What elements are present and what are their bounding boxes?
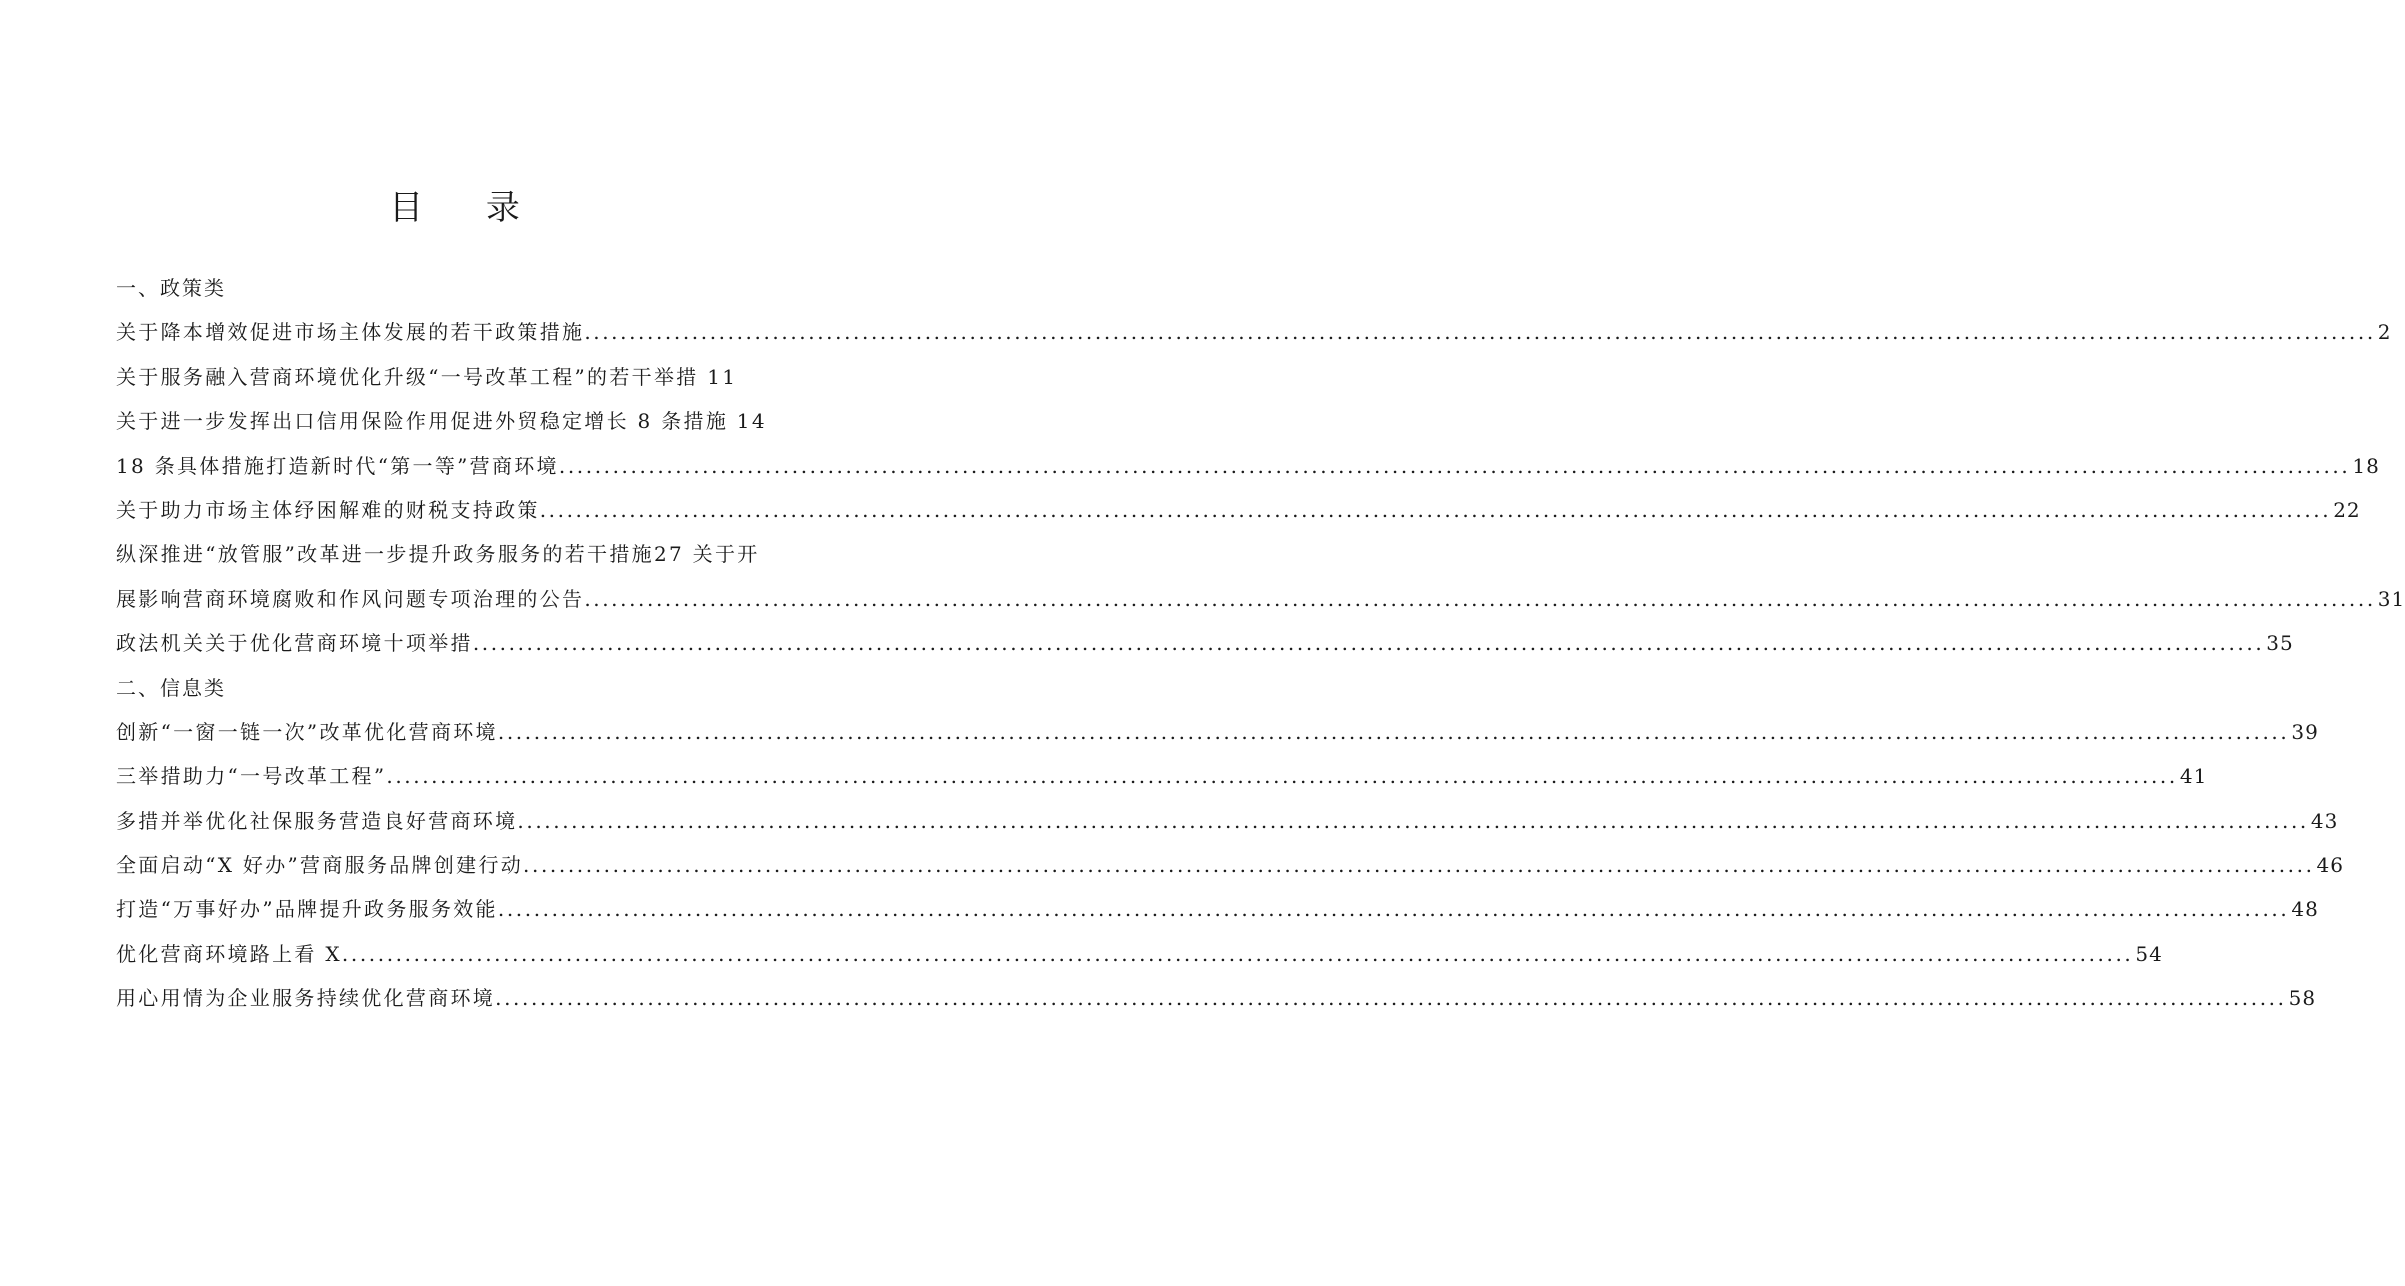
toc-entry-title: 18 条具体措施打造新时代“第一等”营商环境	[116, 453, 559, 478]
toc-entry-title: 关于进一步发挥出口信用保险作用促进外贸稳定增长 8 条措施 14	[116, 409, 767, 434]
page-title: 目 录	[389, 188, 546, 228]
toc-entry-title: 纵深推进“放管服”改革进一步提升政务服务的若干措施27 关于开	[116, 542, 760, 567]
toc-entry-plain	[116, 537, 816, 581]
toc-entry	[116, 937, 2163, 981]
toc-entry	[116, 759, 2208, 803]
toc-page-number: 31	[2377, 586, 2405, 611]
toc-page-number: 22	[2333, 497, 2361, 522]
toc-entry	[116, 582, 2405, 626]
toc-entry-plain	[116, 360, 816, 404]
toc-entry-title: 关于降本增效促进市场主体发展的若干政策措施	[116, 320, 585, 345]
table-of-contents	[116, 271, 2405, 1026]
toc-entry-title: 创新“一窗一链一次”改革优化营商环境	[116, 719, 498, 744]
toc-entry	[116, 493, 2361, 537]
toc-entry-title: 全面启动“X 好办”营商服务品牌创建行动	[116, 853, 524, 878]
toc-page-number: 46	[2316, 853, 2344, 878]
toc-entry-title: 展影响营商环境腐败和作风问题专项治理的公告	[116, 586, 585, 611]
toc-page-number: 39	[2291, 719, 2319, 744]
toc-entry	[116, 715, 2319, 759]
toc-entry-plain	[116, 404, 816, 448]
toc-dot-leader: ........................................................................................................................................................................................................	[472, 631, 2265, 656]
toc-dot-leader: ........................................................................................................................................................................................................	[584, 586, 2376, 611]
toc-entry-title: 三举措助力“一号改革工程”	[116, 764, 387, 789]
toc-dot-leader: ........................................................................................................................................................................................................	[497, 719, 2290, 744]
toc-entry-title: 关于服务融入营商环境优化升级“一号改革工程”的若干举措 11	[116, 364, 738, 389]
toc-page-number: 41	[2179, 764, 2208, 789]
toc-page-number: 54	[2135, 941, 2163, 966]
toc-entry	[116, 804, 2339, 848]
toc-entry-title: 用心用情为企业服务持续优化营商环境	[116, 986, 496, 1011]
toc-dot-leader: ........................................................................................................................................................................................................	[523, 853, 2315, 878]
toc-page-number: 2	[2377, 320, 2392, 345]
toc-dot-leader: ........................................................................................................................................................................................................	[495, 986, 2287, 1011]
toc-section-heading: 一、政策类	[116, 276, 226, 300]
toc-entry	[116, 315, 2392, 359]
toc-dot-leader: ........................................................................................................................................................................................................	[558, 453, 2351, 478]
toc-dot-leader: ........................................................................................................................................................................................................	[386, 764, 2178, 789]
toc-page-number: 48	[2291, 897, 2319, 922]
toc-section-heading: 二、信息类	[116, 675, 226, 700]
toc-page-number: 18	[2352, 453, 2380, 478]
toc-page-number: 43	[2310, 808, 2339, 833]
toc-entry	[116, 981, 2317, 1025]
toc-dot-leader: ........................................................................................................................................................................................................	[584, 320, 2376, 345]
toc-entry	[116, 892, 2319, 936]
toc-entry	[116, 626, 2294, 670]
toc-entry	[116, 848, 2344, 892]
toc-page-number: 35	[2266, 631, 2294, 656]
toc-dot-leader: ........................................................................................................................................................................................................	[341, 941, 2134, 966]
toc-entry-title: 打造“万事好办”品牌提升政务服务效能	[116, 897, 498, 922]
toc-page-number: 58	[2288, 986, 2317, 1011]
toc-entry-title: 关于助力市场主体纾困解难的财税支持政策	[116, 497, 540, 522]
toc-entry-title: 多措并举优化社保服务营造良好营商环境	[116, 808, 518, 833]
toc-dot-leader: ........................................................................................................................................................................................................	[539, 497, 2332, 522]
toc-entry-title: 政法机关关于优化营商环境十项举措	[116, 631, 473, 656]
toc-entry-title: 优化营商环境路上看 X	[116, 941, 342, 966]
toc-dot-leader: ........................................................................................................................................................................................................	[517, 808, 2309, 833]
toc-dot-leader: ........................................................................................................................................................................................................	[497, 897, 2290, 922]
toc-entry	[116, 449, 2380, 493]
